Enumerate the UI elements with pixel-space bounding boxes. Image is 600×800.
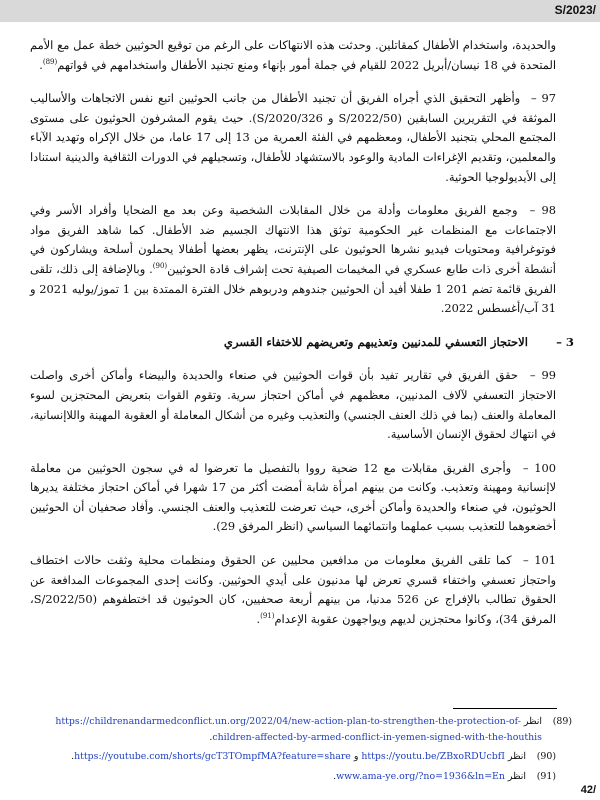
footnote-ref[interactable]: (89) [42,57,58,66]
footnote-number: (91) [536,770,556,782]
footnote-end: . [333,770,337,782]
paragraph-number: 101 – [523,553,557,568]
paragraph-97 [30,89,556,187]
header-bar [0,0,600,22]
paragraph-text-tail: . [256,611,261,626]
paragraph-text: حقق الفريق في تقارير تفيد بأن قوات الحوثيين في صنعاء والحديدة والبيضاء وأماكن أخرى واصلت الاحتجاز التعسفي لآلاف المدنيين، معظمهم في أماكن احتجاز سرية. وتقوم القوات بتعريض المحتجزين لسوء المعاملة والعنف (بما في ذلك العنف الجنسي) والتعذيب وغيره من أشكال المعاملة أو العقوبة المهينة واللاإنسانية، في انتهاك لحقوق الإنسان الأساسية. [30,368,556,442]
footnote-89: (89) انظر https://childrenandarmedconflict.un.org/2022/04/new-action-plan-to-strengthen-the-protection-of-children-affected-by-armed-conflict-in-yemen-signed-with-the-houthis. [55,716,572,743]
footnote-ref[interactable]: (90) [152,262,168,271]
footnote-end: . [71,751,75,762]
paragraph-number: 99 – [529,368,556,383]
footnote-divider [453,708,557,709]
footnote-ref[interactable]: (91) [260,612,275,621]
paragraph-number: 97 – [530,91,556,106]
footnote-link-2[interactable]: https://youtube.com/shorts/gcT3TOmpfMA?feature=share [74,751,351,762]
paragraph-96-continued: والحديدة، واستخدام الأطفال كمقاتلين. وحدثت هذه الانتهاكات على الرغم من توقيع الحوثيين خطة عمل مع الأمم المتحدة في 18 نيسان/أبريل 2022 للقيام في جملة أمور بإنهاء ومنع تجنيد الأطفال واستخدامهم في قواتهم$^{(89)}$. [30,38,556,72]
paragraph-number: 98 – [529,203,556,218]
section-number: 3 – [556,334,574,349]
paragraph-text: وجمع الفريق معلومات وأدلة من خلال المقابلات الشخصية وعن بعد مع الضحايا وأفراد الأسر وفي الاجتماعات مع المنظمات غير الحكومية توثق هذا الانتهاك الجسيم ضد الأطفال. كما شاهد الفريق مواد فوتوغرافية ومحتويات فيديو نشرها الحوثيون على الإنترنت، يظهر بعضها أطفالا يحملون أسلحة ويشاركون في أنشطة أخرى ذات طابع عسكري في المخيمات الصيفية تحت إشراف قادة الحوثيين [30,203,556,276]
paragraph-98 [30,201,556,319]
footnote-connector: و [353,751,359,762]
paragraph-101 [30,551,556,629]
footnote-number: (90) [536,751,556,762]
footnote-link[interactable]: www.ama-ye.org/?no=1936&ln=En [336,770,505,782]
footnote-number: (89) [552,716,572,727]
paragraph-number: 100 – [522,460,556,475]
footnote-label: انظر [523,716,542,727]
paragraph-text: وأظهر التحقيق الذي أجراه الفريق أن تجنيد الأطفال من جانب الحوثيين اتبع نفس الاتجاهات والأساليب الموثقة في التقريرين السابقين (S/2022/50 و S/2020/326). حيث يقوم المشرفون الحوثيون على مستوى المجتمع المحلي بتجنيد الأطفال، ومعظمهم في الفئة العمرية من 13 إلى 17 عاما، من خلال الإكراه وتهديد الآباء والمعلمين، وتقديم الإغراءات المادية والوعود بالاستشهاد للأطفال، وتسجيلهم في الدورات الثقافية والدينية استنادا إلى الأيديولوجيا الحوثية. [30,91,556,184]
paragraph-100 [30,459,556,537]
document-body [30,36,574,643]
footnote-91 [18,769,556,785]
footnote-link[interactable]: https://youtu.be/ZBxoRDUcbfI [361,751,505,762]
paragraph-text-tail: . وبالإضافة إلى ذلك، تلقى الفريق قائمة تضم 201 1 طفلا أفيد أن الحوثيين جندوهم ودربوهم خلال الفترة الممتدة بين 1 تموز/يوليه 2021 و 31 آب/أغسطس 2022. [30,261,557,316]
footnote-link[interactable]: https://childrenandarmedconflict.un.org/2022/04/new-action-plan-to-strengthen-the-protection-of-children-affected-by-armed-conflict-in-yemen-signed-with-the-houthis [55,716,542,743]
footnotes [18,714,572,788]
paragraph-text: كما تلقى الفريق معلومات من مدافعين محليين عن الحقوق ومنظمات محلية وثقت حالات اختطاف واحتجاز تعسفي واختفاء قسري تعرض لها مدنيون على أيدي الحوثيين. وكانت إحدى المجموعات المدافعة عن الحقوق تطالب بالإفراج عن 526 مدنيا، من بينهم أربعة صحفيين، كان الحوثيون قد اختطفوهم (S/2022/50، المرفق 34)، وكانوا محتجزين لديهم ويواجهون عقوبة الإعدام [30,553,557,626]
footnote-label: انظر [507,770,526,782]
paragraph-text: والحديدة، واستخدام الأطفال كمقاتلين. وحدثت هذه الانتهاكات على الرغم من توقيع الحوثيين خطة عمل مع الأمم المتحدة في 18 نيسان/أبريل 2022 للقيام في جملة أمور بإنهاء ومنع تجنيد الأطفال واستخدامهم في قواتهم [30,38,556,72]
section-title: الاحتجاز التعسفي للمدنيين وتعذيبهم وتعريضهم للاختفاء القسري [223,334,528,349]
footnote-label: انظر [507,751,526,762]
footnote-90 [18,749,556,765]
section-heading [30,333,574,353]
document-code: S/2023/ [554,3,596,17]
paragraph-text: وأجرى الفريق مقابلات مع 12 ضحية رووا بالتفصيل ما تعرضوا له في سجون الحوثيين من معاملة لاإنسانية ومهينة وتعذيب. وكانت من بينهم امرأة شابة أمضت أكثر من 17 شهرا في أماكن احتجاز مختلفة يديرها الحوثيون، في صنعاء والحديدة وأماكن أخرى، حيث تعرضت للتعذيب والعنف الجنسي. وأفاد صحفيان أن الحوثيين أخضعوهما للتعذيب بسبب عملهما وانتمائهما السياسي (انظر المرفق 29). [30,460,556,534]
page-number: 42/ [580,784,596,796]
paragraph-99 [30,366,556,444]
